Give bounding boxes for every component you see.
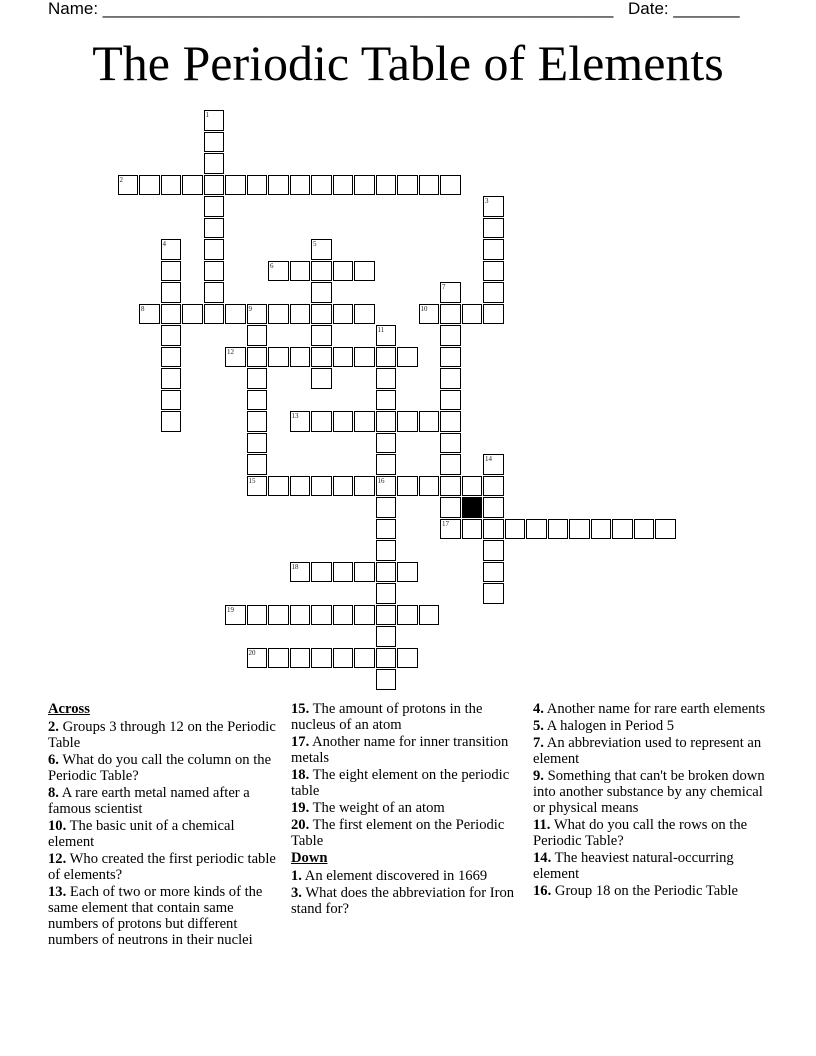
- grid-cell[interactable]: [397, 562, 418, 583]
- clue-item: [533, 850, 769, 882]
- clue-number-label: 19: [227, 605, 234, 614]
- grid-cell[interactable]: [225, 175, 246, 196]
- clue-number-label: 3: [485, 197, 489, 205]
- grid-cell[interactable]: [290, 304, 311, 325]
- grid-cell[interactable]: [376, 433, 397, 454]
- grid-cell[interactable]: [462, 519, 483, 540]
- clue-item: [533, 883, 769, 899]
- grid-cell[interactable]: [268, 304, 289, 325]
- clue-text: Each of two or more kinds of the same element that contain same numbers of protons but different numbers of neutrons in their nuclei: [48, 884, 263, 948]
- grid-cell[interactable]: [376, 390, 397, 411]
- clue-number-label: 15: [248, 476, 256, 485]
- grid-cell[interactable]: [376, 562, 397, 583]
- clue-number: 15.: [291, 701, 310, 717]
- grid-cell[interactable]: [311, 261, 332, 282]
- clue-text: Something that can't be broken down into another substance by any chemical or physical means: [533, 768, 765, 816]
- grid-cell[interactable]: [311, 605, 332, 626]
- clue-number-label: 20: [248, 648, 256, 657]
- grid-cell[interactable]: [397, 411, 418, 432]
- grid-cell[interactable]: [333, 261, 354, 282]
- clue-text: The eight element on the periodic table: [291, 767, 510, 799]
- clue-item: [48, 851, 284, 883]
- grid-cell[interactable]: [311, 175, 332, 196]
- clue-item: [533, 735, 769, 767]
- clue-column-2: [291, 701, 527, 918]
- clue-text: The basic unit of a chemical element: [48, 818, 235, 850]
- clue-text: Another name for inner transition metals: [291, 734, 509, 766]
- grid-cell[interactable]: [397, 175, 418, 196]
- grid-cell[interactable]: [462, 304, 483, 325]
- name-label: Name: ______________________________________________________: [48, 0, 614, 18]
- clue-number: 5.: [533, 718, 544, 734]
- clue-text: What do you call the column on the Periodic Table?: [48, 752, 272, 784]
- grid-cell[interactable]: [247, 325, 268, 346]
- grid-cell[interactable]: [333, 648, 354, 669]
- grid-cell[interactable]: [483, 261, 504, 282]
- clue-number: 19.: [291, 800, 310, 816]
- grid-cell[interactable]: [161, 282, 182, 303]
- grid-cell[interactable]: [333, 347, 354, 368]
- clue-number-label: 18: [291, 562, 299, 571]
- grid-cell[interactable]: [204, 175, 225, 196]
- grid-cell[interactable]: [483, 282, 504, 303]
- clue-number-label: 4: [162, 240, 166, 248]
- grid-cell[interactable]: [354, 261, 375, 282]
- grid-cell[interactable]: [161, 347, 182, 368]
- clue-number-label: 2: [119, 175, 123, 184]
- clue-item: [48, 719, 284, 751]
- clue-text: The heaviest natural-occurring element: [533, 850, 734, 882]
- grid-cell[interactable]: [333, 304, 354, 325]
- clue-number: 9.: [533, 768, 544, 784]
- grid-cell[interactable]: [268, 347, 289, 368]
- clue-number: 2.: [48, 719, 59, 735]
- clue-number-label: 13: [291, 412, 299, 420]
- grid-cell[interactable]: [376, 497, 397, 518]
- grid-cell[interactable]: [311, 562, 332, 583]
- clue-text: Another name for rare earth elements: [543, 701, 766, 717]
- clue-item: [291, 701, 527, 733]
- grid-cell[interactable]: [376, 519, 397, 540]
- clue-number-label: 7: [442, 283, 446, 291]
- grid-cell[interactable]: [526, 519, 547, 540]
- clue-text: An abbreviation used to represent an element: [533, 735, 762, 767]
- grid-cell[interactable]: [311, 325, 332, 346]
- grid-cell[interactable]: [311, 282, 332, 303]
- clue-number: 17.: [291, 734, 310, 750]
- grid-cell[interactable]: [462, 476, 483, 497]
- grid-cell[interactable]: [376, 368, 397, 389]
- clue-item: [533, 817, 769, 849]
- clue-number-label: 1: [205, 111, 209, 119]
- grid-cell[interactable]: [440, 476, 461, 497]
- grid-cell[interactable]: [354, 304, 375, 325]
- clue-number-label: 9: [248, 304, 252, 313]
- grid-cell[interactable]: [505, 519, 526, 540]
- grid-cell[interactable]: [139, 175, 160, 196]
- grid-cell[interactable]: [204, 239, 225, 260]
- clue-section-heading: Across: [48, 701, 90, 717]
- clue-text: The amount of protons in the nucleus of an atom: [291, 701, 483, 733]
- clue-text: The weight of an atom: [309, 800, 445, 816]
- grid-cell[interactable]: [161, 261, 182, 282]
- grid-cell[interactable]: [290, 476, 311, 497]
- grid-cell[interactable]: [440, 497, 461, 518]
- clue-item: [291, 734, 527, 766]
- grid-cell[interactable]: [204, 153, 225, 174]
- grid-cell[interactable]: [161, 175, 182, 196]
- grid-cell[interactable]: [483, 239, 504, 260]
- grid-cell[interactable]: [247, 175, 268, 196]
- clue-item: [48, 785, 284, 817]
- grid-cell[interactable]: [376, 454, 397, 475]
- grid-cell[interactable]: [376, 411, 397, 432]
- grid-cell[interactable]: [440, 411, 461, 432]
- grid-cell[interactable]: [161, 411, 182, 432]
- grid-cell[interactable]: [333, 605, 354, 626]
- grid-cell[interactable]: [204, 132, 225, 153]
- clue-number: 13.: [48, 884, 67, 900]
- clue-item: [48, 818, 284, 850]
- grid-cell[interactable]: [397, 476, 418, 497]
- grid-cell[interactable]: [440, 454, 461, 475]
- grid-cell[interactable]: [440, 347, 461, 368]
- date-label: Date: _______: [628, 0, 740, 18]
- grid-cell[interactable]: [247, 347, 268, 368]
- clue-number-label: 8: [141, 304, 145, 313]
- clue-text: What does the abbreviation for Iron stand for?: [291, 885, 515, 917]
- grid-cell[interactable]: [161, 325, 182, 346]
- grid-cell[interactable]: [268, 175, 289, 196]
- grid-cell[interactable]: [311, 411, 332, 432]
- grid-cell[interactable]: [333, 562, 354, 583]
- grid-cell[interactable]: [354, 411, 375, 432]
- clue-number: 4.: [533, 701, 544, 717]
- grid-cell[interactable]: [612, 519, 633, 540]
- grid-cell[interactable]: [247, 390, 268, 411]
- grid-cell[interactable]: [247, 433, 268, 454]
- clue-number-label: 5: [313, 240, 317, 248]
- grid-cell[interactable]: [376, 648, 397, 669]
- grid-cell[interactable]: [268, 648, 289, 669]
- grid-cell[interactable]: [204, 282, 225, 303]
- clue-number-label: 16: [377, 476, 385, 485]
- grid-cell[interactable]: [591, 519, 612, 540]
- clue-item: [533, 718, 769, 734]
- clue-number: 7.: [533, 735, 544, 751]
- clue-item: [291, 767, 527, 799]
- clue-column-3: [533, 701, 769, 900]
- clue-item: [533, 701, 769, 717]
- clue-text: The first element on the Periodic Table: [291, 817, 505, 849]
- grid-cell[interactable]: [311, 476, 332, 497]
- grid-cell[interactable]: [548, 519, 569, 540]
- grid-cell[interactable]: [376, 347, 397, 368]
- clue-number: 18.: [291, 767, 310, 783]
- grid-cell[interactable]: [204, 218, 225, 239]
- grid-cell[interactable]: [311, 368, 332, 389]
- grid-cell[interactable]: [290, 261, 311, 282]
- clue-item: [533, 768, 769, 816]
- grid-cell[interactable]: [182, 304, 203, 325]
- grid-cell[interactable]: [376, 669, 397, 690]
- clue-text: Groups 3 through 12 on the Periodic Table: [48, 719, 276, 751]
- clue-section-heading: Down: [291, 850, 328, 866]
- clue-column-1: [48, 701, 284, 949]
- clue-number: 12.: [48, 851, 67, 867]
- grid-cell[interactable]: [161, 304, 182, 325]
- clue-text: A rare earth metal named after a famous scientist: [48, 785, 250, 817]
- grid-cell[interactable]: [440, 390, 461, 411]
- grid-cell[interactable]: [483, 476, 504, 497]
- clue-number-label: 12: [227, 347, 234, 356]
- grid-cell[interactable]: [397, 605, 418, 626]
- grid-cell[interactable]: [440, 368, 461, 389]
- black-cell: [462, 497, 483, 518]
- grid-cell[interactable]: [311, 304, 332, 325]
- clue-number-label: 14: [485, 455, 492, 463]
- grid-cell[interactable]: [483, 519, 504, 540]
- grid-cell[interactable]: [376, 175, 397, 196]
- grid-cell[interactable]: [268, 605, 289, 626]
- grid-cell[interactable]: [354, 175, 375, 196]
- grid-cell[interactable]: [333, 411, 354, 432]
- clue-number: 3.: [291, 885, 302, 901]
- clue-item: [291, 868, 527, 884]
- grid-cell[interactable]: [483, 497, 504, 518]
- grid-cell[interactable]: [311, 347, 332, 368]
- grid-cell[interactable]: [247, 368, 268, 389]
- grid-cell[interactable]: [419, 605, 440, 626]
- grid-cell[interactable]: [354, 562, 375, 583]
- clue-item: [291, 885, 527, 917]
- grid-cell[interactable]: [376, 626, 397, 647]
- grid-cell[interactable]: [419, 175, 440, 196]
- grid-cell[interactable]: [483, 304, 504, 325]
- grid-cell[interactable]: [247, 605, 268, 626]
- grid-cell[interactable]: [354, 347, 375, 368]
- grid-cell[interactable]: [354, 605, 375, 626]
- page-title: The Periodic Table of Elements: [92, 35, 724, 91]
- grid-cell[interactable]: [204, 261, 225, 282]
- grid-cell[interactable]: [483, 540, 504, 561]
- grid-cell[interactable]: [419, 476, 440, 497]
- clue-number: 11.: [533, 817, 551, 833]
- grid-cell[interactable]: [440, 304, 461, 325]
- clue-text: Group 18 on the Periodic Table: [551, 883, 739, 899]
- grid-cell[interactable]: [655, 519, 676, 540]
- clue-text: What do you call the rows on the Periodic Table?: [533, 817, 748, 849]
- grid-cell[interactable]: [333, 175, 354, 196]
- grid-cell[interactable]: [376, 583, 397, 604]
- clue-number-label: 10: [420, 304, 428, 313]
- grid-cell[interactable]: [161, 390, 182, 411]
- clue-number-label: 11: [377, 326, 385, 334]
- grid-cell[interactable]: [290, 605, 311, 626]
- grid-cell[interactable]: [440, 325, 461, 346]
- grid-cell[interactable]: [333, 476, 354, 497]
- grid-cell[interactable]: [204, 304, 225, 325]
- grid-cell[interactable]: [397, 347, 418, 368]
- grid-cell[interactable]: [397, 648, 418, 669]
- clue-text: Who created the first periodic table of elements?: [48, 851, 276, 883]
- grid-cell[interactable]: [419, 411, 440, 432]
- grid-cell[interactable]: [634, 519, 655, 540]
- grid-cell[interactable]: [311, 648, 332, 669]
- clue-item: [291, 800, 527, 816]
- grid-cell[interactable]: [483, 562, 504, 583]
- grid-cell[interactable]: [247, 454, 268, 475]
- clue-number: 1.: [291, 868, 302, 884]
- grid-cell[interactable]: [268, 476, 289, 497]
- clue-item: [48, 752, 284, 784]
- grid-cell[interactable]: [161, 368, 182, 389]
- grid-cell[interactable]: [440, 433, 461, 454]
- clue-item: [48, 884, 284, 948]
- grid-cell[interactable]: [290, 648, 311, 669]
- grid-cell[interactable]: [440, 175, 461, 196]
- clue-item: [291, 817, 527, 849]
- clue-number: 10.: [48, 818, 67, 834]
- grid-cell[interactable]: [247, 411, 268, 432]
- clue-number: 20.: [291, 817, 310, 833]
- grid-cell[interactable]: [354, 476, 375, 497]
- clue-number-label: 17: [442, 519, 449, 528]
- clue-number: 8.: [48, 785, 59, 801]
- grid-cell[interactable]: [225, 304, 246, 325]
- grid-cell[interactable]: [483, 218, 504, 239]
- clue-number: 14.: [533, 850, 552, 866]
- grid-cell[interactable]: [376, 605, 397, 626]
- grid-cell[interactable]: [376, 540, 397, 561]
- grid-cell[interactable]: [483, 583, 504, 604]
- clue-text: A halogen in Period 5: [543, 718, 675, 734]
- grid-cell[interactable]: [290, 175, 311, 196]
- grid-cell[interactable]: [182, 175, 203, 196]
- grid-cell[interactable]: [569, 519, 590, 540]
- clue-text: An element discovered in 1669: [301, 868, 488, 884]
- clue-number-label: 6: [270, 261, 274, 270]
- grid-cell[interactable]: [204, 196, 225, 217]
- clue-number: 6.: [48, 752, 59, 768]
- grid-cell[interactable]: [290, 347, 311, 368]
- grid-cell[interactable]: [354, 648, 375, 669]
- clue-number: 16.: [533, 883, 552, 899]
